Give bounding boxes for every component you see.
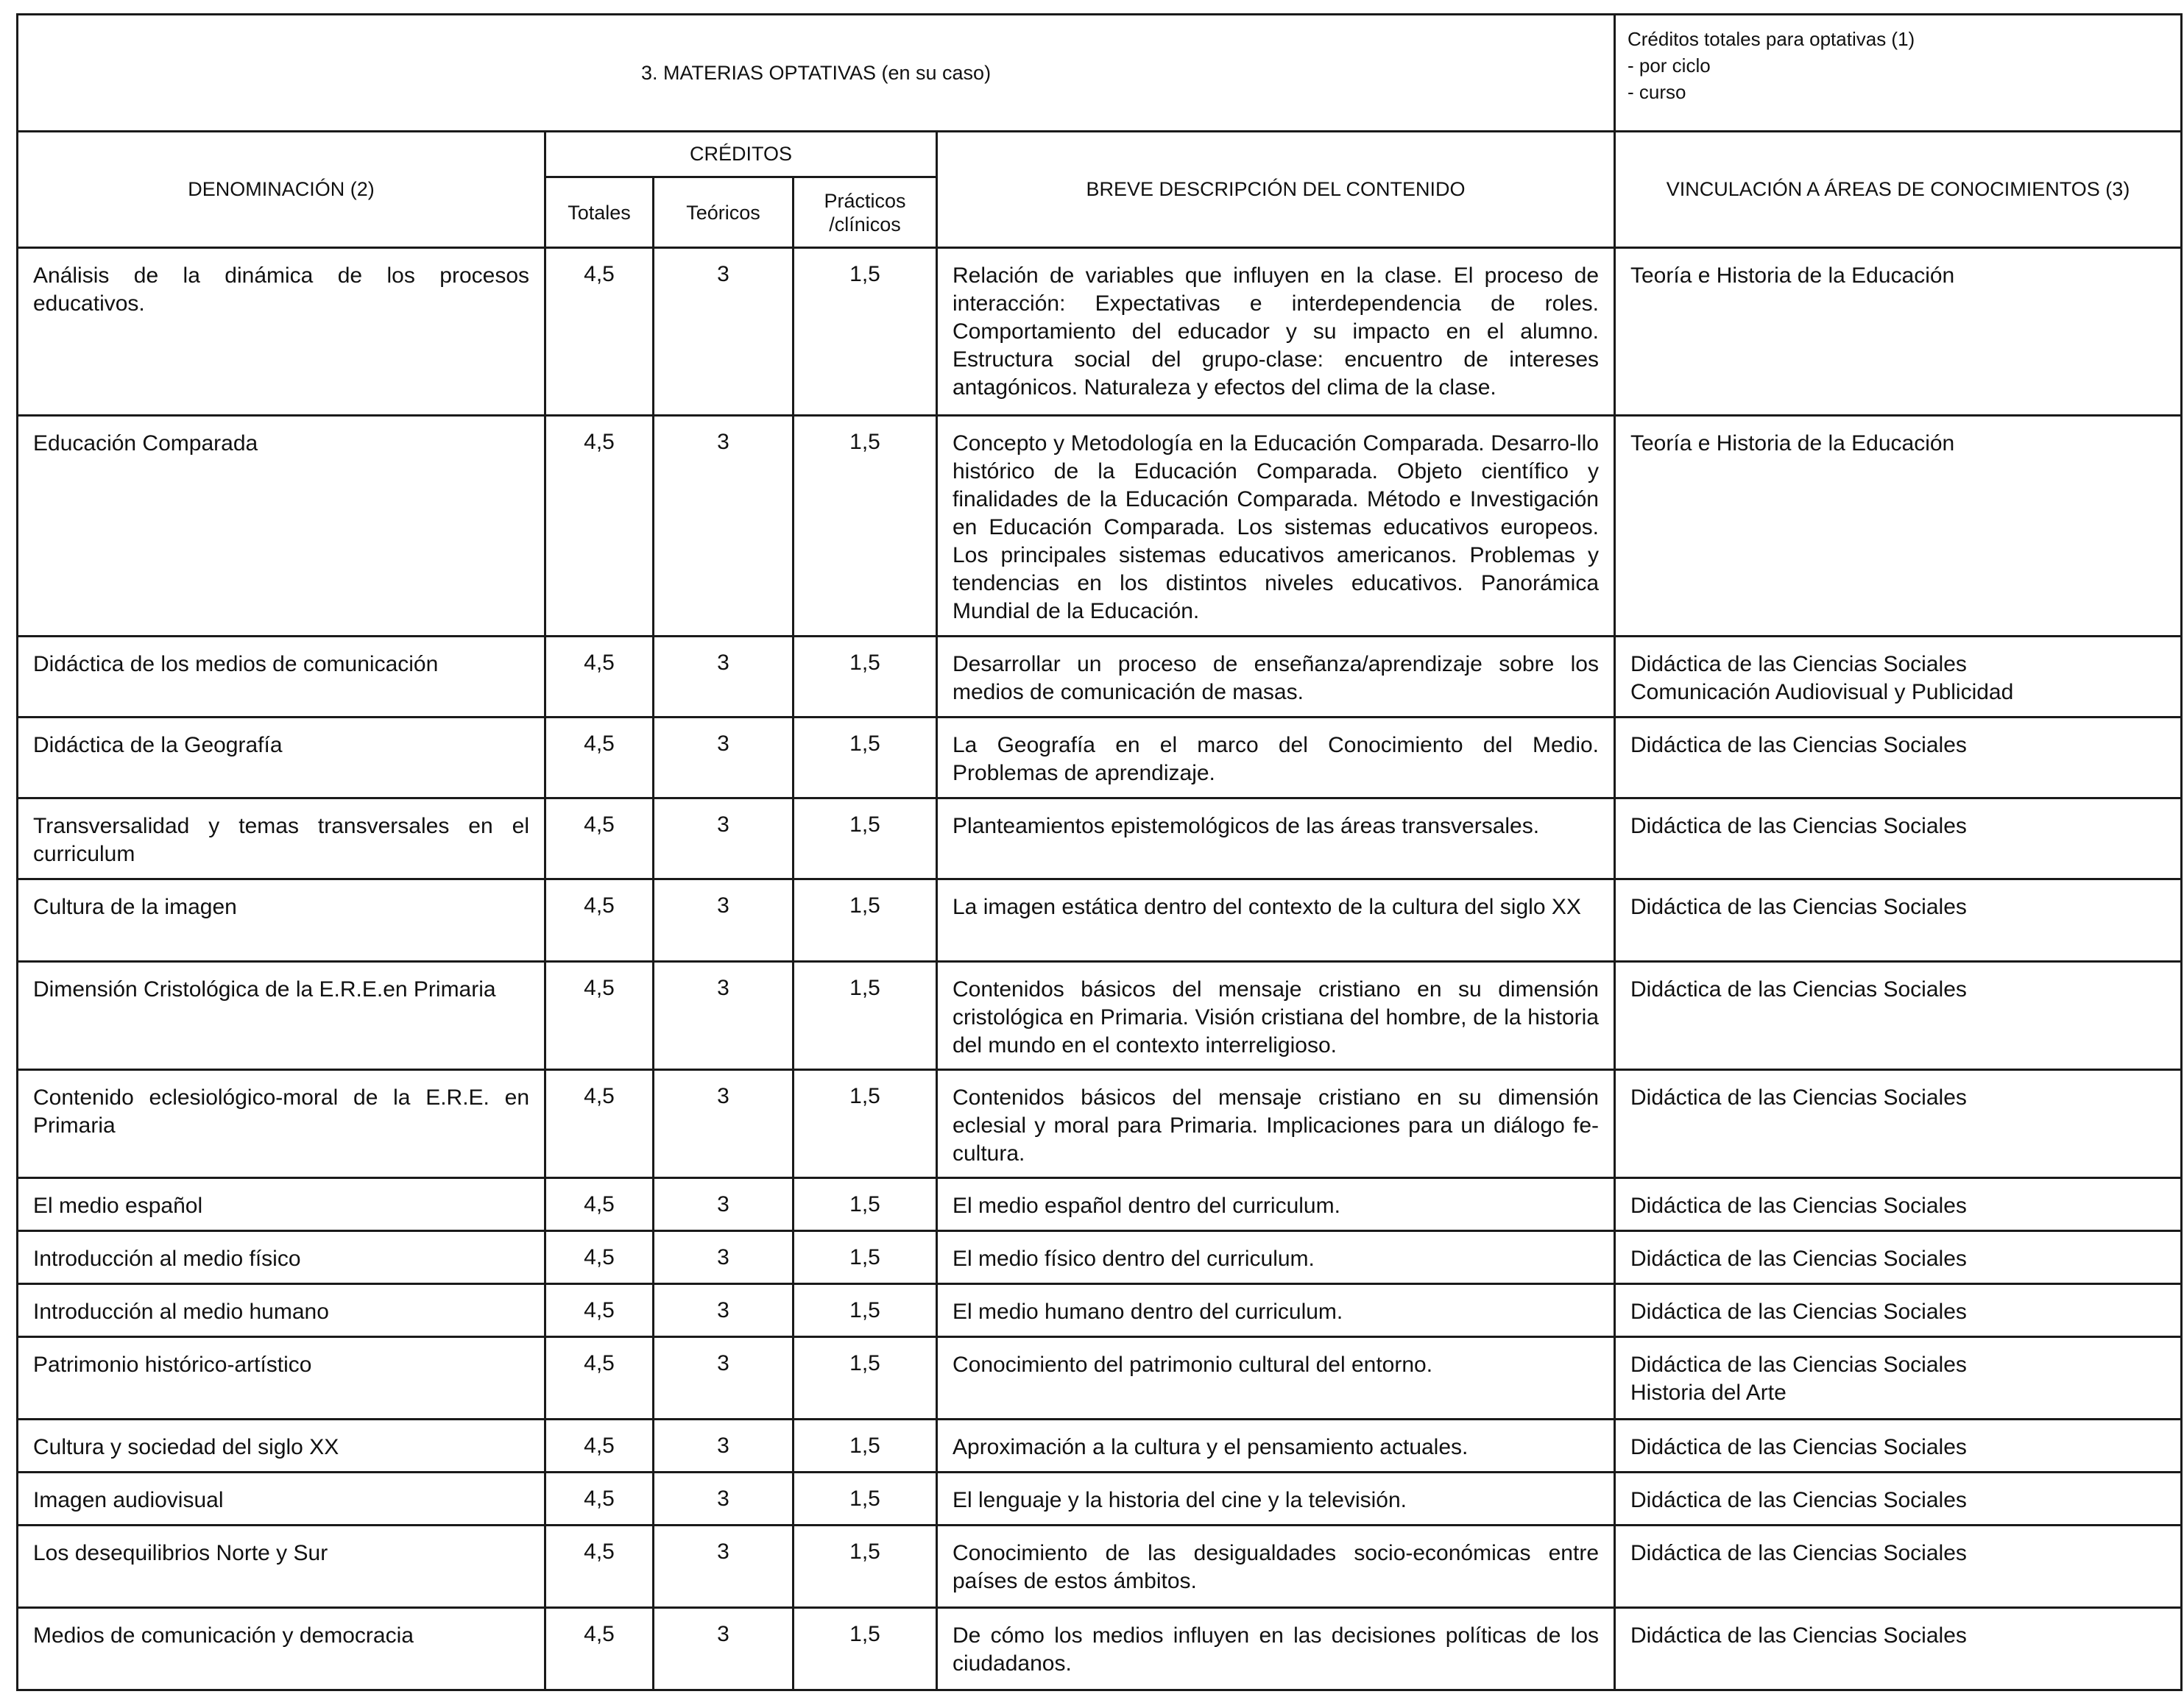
- header-descripcion: BREVE DESCRIPCIÓN DEL CONTENIDO: [937, 132, 1615, 248]
- table-row: [18, 1420, 2182, 1473]
- practicos-cell: 1,5: [794, 637, 937, 718]
- vinculacion-area: Didáctica de las Ciencias Sociales: [1630, 814, 1967, 838]
- teoricos-cell: 3: [654, 248, 794, 416]
- header-practicos: Prácticos /clínicos: [794, 177, 937, 248]
- descripcion-cell: Conocimiento de las desigualdades socio-económicas entre países de estos ámbitos.: [937, 1526, 1615, 1608]
- table-row: [18, 879, 2182, 962]
- denominacion-cell: Transversalidad y temas transversales en el curriculum: [18, 798, 545, 879]
- teoricos-cell: 3: [654, 879, 794, 962]
- denominacion-cell: Los desequilibrios Norte y Sur: [18, 1526, 545, 1608]
- vinculacion-area: Didáctica de las Ciencias Sociales: [1630, 1300, 1967, 1324]
- vinculacion-area: Didáctica de las Ciencias Sociales: [1630, 1623, 1967, 1648]
- vinculacion-cell: [1615, 962, 2182, 1070]
- denominacion-cell: Medios de comunicación y democracia: [18, 1608, 545, 1690]
- vinculacion-area: Didáctica de las Ciencias Sociales: [1630, 652, 1967, 676]
- vinculacion-cell: [1615, 637, 2182, 718]
- table-row: [18, 1231, 2182, 1284]
- totales-cell: 4,5: [545, 798, 654, 879]
- descripcion-cell: La Geografía en el marco del Conocimiento del Medio. Problemas de aprendizaje.: [937, 718, 1615, 798]
- vinculacion-area: Didáctica de las Ciencias Sociales: [1630, 1541, 1967, 1565]
- vinculacion-cell: [1615, 1473, 2182, 1526]
- denominacion-cell: Contenido eclesiológico-moral de la E.R.E. en Primaria: [18, 1070, 545, 1178]
- vinculacion-area: Didáctica de las Ciencias Sociales: [1630, 1488, 1967, 1512]
- vinculacion-cell: [1615, 1608, 2182, 1690]
- vinculacion-area: Historia del Arte: [1630, 1381, 1787, 1405]
- header-denominacion: DENOMINACIÓN (2): [18, 132, 545, 248]
- practicos-cell: 1,5: [794, 1070, 937, 1178]
- teoricos-cell: 3: [654, 1070, 794, 1178]
- vinculacion-cell: [1615, 879, 2182, 962]
- totales-cell: 4,5: [545, 1178, 654, 1231]
- descripcion-cell: De cómo los medios influyen en las decisiones políticas de los ciudadanos.: [937, 1608, 1615, 1690]
- teoricos-cell: 3: [654, 416, 794, 637]
- vinculacion-cell: [1615, 1420, 2182, 1473]
- vinculacion-area: Didáctica de las Ciencias Sociales: [1630, 1194, 1967, 1218]
- vinculacion-area: Didáctica de las Ciencias Sociales: [1630, 1247, 1967, 1271]
- teoricos-cell: 3: [654, 1420, 794, 1473]
- vinculacion-cell: [1615, 248, 2182, 416]
- vinculacion-area: Teoría e Historia de la Educación: [1630, 431, 1955, 456]
- totales-cell: 4,5: [545, 1337, 654, 1420]
- practicos-cell: 1,5: [794, 962, 937, 1070]
- practicos-cell: 1,5: [794, 416, 937, 637]
- descripcion-cell: Conocimiento del patrimonio cultural del entorno.: [937, 1337, 1615, 1420]
- table-row: [18, 637, 2182, 718]
- totales-cell: 4,5: [545, 1526, 654, 1608]
- header-vinculacion: VINCULACIÓN A ÁREAS DE CONOCIMIENTOS (3): [1615, 132, 2182, 248]
- practicos-cell: 1,5: [794, 1231, 937, 1284]
- vinculacion-area: Teoría e Historia de la Educación: [1630, 263, 1955, 288]
- denominacion-cell: El medio español: [18, 1178, 545, 1231]
- totales-cell: 4,5: [545, 637, 654, 718]
- vinculacion-area: Didáctica de las Ciencias Sociales: [1630, 1435, 1967, 1459]
- totales-cell: 4,5: [545, 248, 654, 416]
- denominacion-cell: Didáctica de los medios de comunicación: [18, 637, 545, 718]
- denominacion-cell: Educación Comparada: [18, 416, 545, 637]
- totales-cell: 4,5: [545, 1070, 654, 1178]
- practicos-cell: 1,5: [794, 248, 937, 416]
- table-row: [18, 798, 2182, 879]
- teoricos-cell: 3: [654, 1178, 794, 1231]
- table-row: [18, 962, 2182, 1070]
- vinculacion-cell: [1615, 1284, 2182, 1337]
- descripcion-cell: El lenguaje y la historia del cine y la televisión.: [937, 1473, 1615, 1526]
- practicos-cell: 1,5: [794, 1526, 937, 1608]
- totales-cell: 4,5: [545, 1284, 654, 1337]
- totales-cell: 4,5: [545, 718, 654, 798]
- denominacion-cell: Análisis de la dinámica de los procesos educativos.: [18, 248, 545, 416]
- teoricos-cell: 3: [654, 637, 794, 718]
- totales-cell: 4,5: [545, 962, 654, 1070]
- vinculacion-area: Comunicación Audiovisual y Publicidad: [1630, 680, 2014, 704]
- teoricos-cell: 3: [654, 1284, 794, 1337]
- descripcion-cell: Contenidos básicos del mensaje cristiano en su dimensión cristológica en Primaria. Visión cristiana del hombre, de la historia del mundo en el contexto interreligioso.: [937, 962, 1615, 1070]
- por-ciclo-line: - por ciclo: [1628, 54, 1711, 77]
- practicos-cell: 1,5: [794, 718, 937, 798]
- vinculacion-cell: [1615, 1231, 2182, 1284]
- header-teoricos: Teóricos: [654, 177, 794, 248]
- denominacion-cell: Introducción al medio humano: [18, 1284, 545, 1337]
- denominacion-cell: Patrimonio histórico-artístico: [18, 1337, 545, 1420]
- table-row: [18, 1473, 2182, 1526]
- vinculacion-cell: [1615, 416, 2182, 637]
- descripcion-cell: Concepto y Metodología en la Educación Comparada. Desarro-llo histórico de la Educación Comparada. Objeto científico y finalidades de la Educación Comparada. Método e Investigación en Educación Comparada. Los sistemas educativos europeos. Los principales sistemas educativos americanos. Problemas y tendencias en los distintos niveles educativos. Panorámica Mundial de la Educación.: [937, 416, 1615, 637]
- curso-line: - curso: [1628, 81, 1686, 103]
- totales-cell: 4,5: [545, 1231, 654, 1284]
- descripcion-cell: Contenidos básicos del mensaje cristiano en su dimensión eclesial y moral para Primaria. Implicaciones para un diálogo fe-cultura.: [937, 1070, 1615, 1178]
- table-row: [18, 1178, 2182, 1231]
- descripcion-cell: El medio humano dentro del curriculum.: [937, 1284, 1615, 1337]
- vinculacion-area: Didáctica de las Ciencias Sociales: [1630, 977, 1967, 1002]
- optativas-table: [16, 13, 2183, 1691]
- teoricos-cell: 3: [654, 718, 794, 798]
- teoricos-cell: 3: [654, 1337, 794, 1420]
- practicos-cell: 1,5: [794, 1473, 937, 1526]
- practicos-cell: 1,5: [794, 798, 937, 879]
- table-row: [18, 1337, 2182, 1420]
- vinculacion-cell: [1615, 1070, 2182, 1178]
- practicos-cell: 1,5: [794, 1420, 937, 1473]
- totales-cell: 4,5: [545, 879, 654, 962]
- teoricos-cell: 3: [654, 1231, 794, 1284]
- denominacion-cell: Cultura y sociedad del siglo XX: [18, 1420, 545, 1473]
- descripcion-cell: Aproximación a la cultura y el pensamiento actuales.: [937, 1420, 1615, 1473]
- denominacion-cell: Cultura de la imagen: [18, 879, 545, 962]
- table-row: [18, 248, 2182, 416]
- table-row: [18, 718, 2182, 798]
- denominacion-cell: Imagen audiovisual: [18, 1473, 545, 1526]
- vinculacion-cell: [1615, 798, 2182, 879]
- descripcion-cell: El medio físico dentro del curriculum.: [937, 1231, 1615, 1284]
- teoricos-cell: 3: [654, 1608, 794, 1690]
- vinculacion-area: Didáctica de las Ciencias Sociales: [1630, 1085, 1967, 1110]
- column-header-row-1: [18, 132, 2182, 177]
- table-row: [18, 1284, 2182, 1337]
- vinculacion-area: Didáctica de las Ciencias Sociales: [1630, 1353, 1967, 1377]
- table-row: [18, 1526, 2182, 1608]
- vinculacion-cell: [1615, 718, 2182, 798]
- teoricos-cell: 3: [654, 798, 794, 879]
- practicos-cell: 1,5: [794, 1284, 937, 1337]
- descripcion-cell: Relación de variables que influyen en la clase. El proceso de interacción: Expectativas e interdependencia de roles. Comportamiento del educador y su impacto en el alumno. Estructura social del grupo-clase: encuentro de intereses antagónicos. Naturaleza y efectos del clima de la clase.: [937, 248, 1615, 416]
- section-title: 3. MATERIAS OPTATIVAS (en su caso): [18, 15, 1615, 132]
- table-row: [18, 1070, 2182, 1178]
- header-creditos: CRÉDITOS: [545, 132, 937, 177]
- denominacion-cell: Dimensión Cristológica de la E.R.E.en Primaria: [18, 962, 545, 1070]
- teoricos-cell: 3: [654, 1526, 794, 1608]
- vinculacion-area: Didáctica de las Ciencias Sociales: [1630, 733, 1967, 757]
- denominacion-cell: Introducción al medio físico: [18, 1231, 545, 1284]
- practicos-cell: 1,5: [794, 1337, 937, 1420]
- denominacion-cell: Didáctica de la Geografía: [18, 718, 545, 798]
- optativas-sheet: [16, 13, 2180, 1691]
- vinculacion-cell: [1615, 1178, 2182, 1231]
- totales-cell: 4,5: [545, 1420, 654, 1473]
- table-row: [18, 1608, 2182, 1690]
- vinculacion-area: Didáctica de las Ciencias Sociales: [1630, 895, 1967, 919]
- descripcion-cell: Desarrollar un proceso de enseñanza/aprendizaje sobre los medios de comunicación de masas.: [937, 637, 1615, 718]
- totales-cell: 4,5: [545, 1608, 654, 1690]
- practicos-cell: 1,5: [794, 1608, 937, 1690]
- descripcion-cell: El medio español dentro del curriculum.: [937, 1178, 1615, 1231]
- practicos-cell: 1,5: [794, 879, 937, 962]
- practicos-cell: 1,5: [794, 1178, 937, 1231]
- descripcion-cell: La imagen estática dentro del contexto de la cultura del siglo XX: [937, 879, 1615, 962]
- title-row: [18, 15, 2182, 132]
- totales-cell: 4,5: [545, 1473, 654, 1526]
- descripcion-cell: Planteamientos epistemológicos de las áreas transversales.: [937, 798, 1615, 879]
- creditos-totales-line: Créditos totales para optativas (1): [1628, 28, 1915, 50]
- vinculacion-cell: [1615, 1526, 2182, 1608]
- table-row: [18, 416, 2182, 637]
- creditos-totales-cell: [1615, 15, 2182, 132]
- teoricos-cell: 3: [654, 1473, 794, 1526]
- vinculacion-cell: [1615, 1337, 2182, 1420]
- teoricos-cell: 3: [654, 962, 794, 1070]
- header-totales: Totales: [545, 177, 654, 248]
- totales-cell: 4,5: [545, 416, 654, 637]
